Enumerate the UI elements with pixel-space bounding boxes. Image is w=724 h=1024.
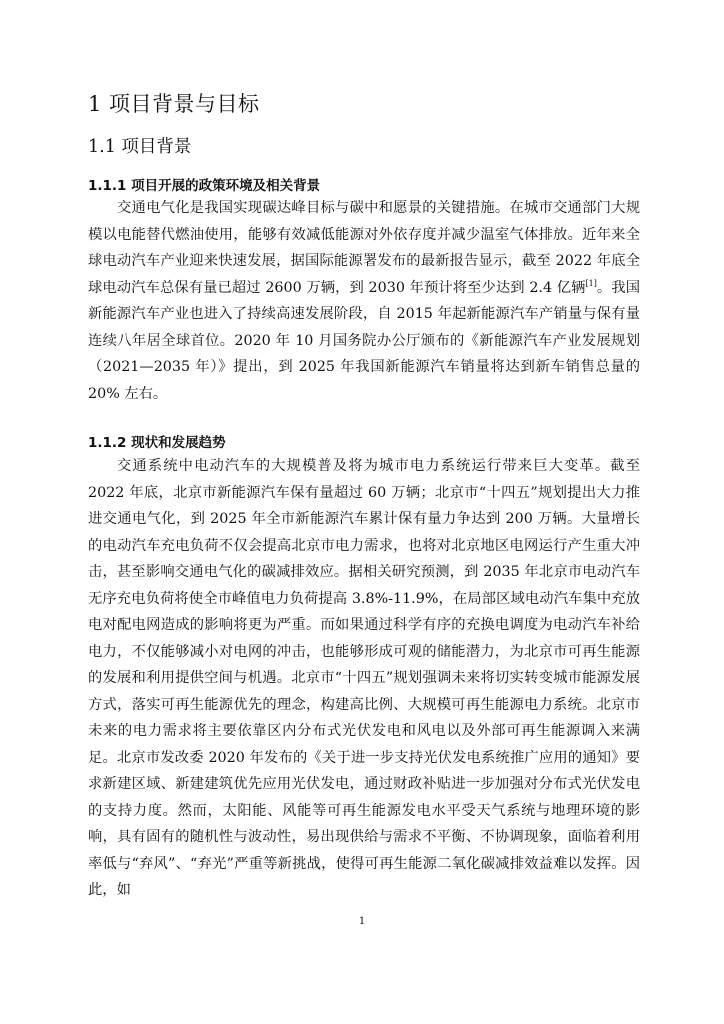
- section-heading: 1.1 项目背景: [88, 137, 192, 157]
- paragraph-status-trends: 交通系统中电动汽车的大规模普及将为城市电力系统运行带来巨大变革。截至 2022 年底，北京市新能源汽车保有量超过 60 万辆；北京市“十四五”规划提出大力推进交通电气化，到 2025 年全市新能源汽车累计保有量力争达到 200 万辆。大量增长的电动汽车充电负荷不仅会提高北京市电力需求，也将对北京地区电网运行产生重大冲击，甚至影响交通电气化的碳减排效应。据相关研究预测，到 2035 年北京市电动汽车无序充电负荷将使全市峰值电力负荷提高 3.8%-11.9%，在局部区域电动汽车集中充放电对配电网造成的影响将更为严重。而如果通过科学有序的充换电调度为电动汽车补给电力，不仅能够减小对电网的冲击，也能够形成可观的储能潜力，为北京市可再生能源的发展和利用提供空间与机遇。北京市“十四五”规划强调未来将切实转变城市能源发展方式，落实可再生能源优先的理念，构建高比例、大规模可再生能源电力系统。北京市未来的电力需求将主要依靠区内分布式光伏发电和风电以及外部可再生能源调入来满足。北京市发改委 2020 年发布的《关于进一步支持光伏发电系统推广应用的通知》要求新建区域、新建建筑优先应用光伏发电，通过财政补贴进一步加强对分布式光伏发电的支持力度。然而，太阳能、风能等可再生能源发电水平受天气系统与地理环境的影响，具有固有的随机性与波动性，易出现供给与需求不平衡、不协调现象，面临着利用率低与“弃风”、“弃光”严重等新挑战，使得可再生能源二氧化碳减排效益难以发挥。因此，如: [88, 458, 640, 898]
- paragraph-text: 交通电气化是我国实现碳达峰目标与碳中和愿景的关键措施。在城市交通部门大规模以电能替代燃油使用，能够有效减低能源对外依存度并减少温室气体排放。近年来全球电动汽车产业迎来快速发展，据国际能源署发布的最新报告显示，截至 2022 年底全球电动汽车总保有量已超过 2600 万辆，到 2030 年预计将至少达到 2.4 亿辆: [88, 200, 640, 296]
- page-number: 1: [358, 916, 366, 927]
- paragraph-policy-background: [88, 195, 640, 407]
- subsection-heading-policy: 1.1.1 项目开展的政策环境及相关背景: [88, 178, 321, 194]
- subsection-heading-status: 1.1.2 现状和发展趋势: [88, 435, 226, 451]
- chapter-heading: 1 项目背景与目标: [88, 92, 260, 116]
- paragraph-text: 。我国新能源汽车产业也进入了持续高速发展阶段，自 2015 年起新能源汽车产销量与保有量连续八年居全球首位。2020 年 10 月国务院办公厅颁布的《新能源汽车产业发展规划（2021—2035 年）》提出，到 2025 年我国新能源汽车销量将达到新车销售总量的 20% 左右。: [88, 279, 640, 402]
- citation-reference[interactable]: [1]: [585, 278, 597, 288]
